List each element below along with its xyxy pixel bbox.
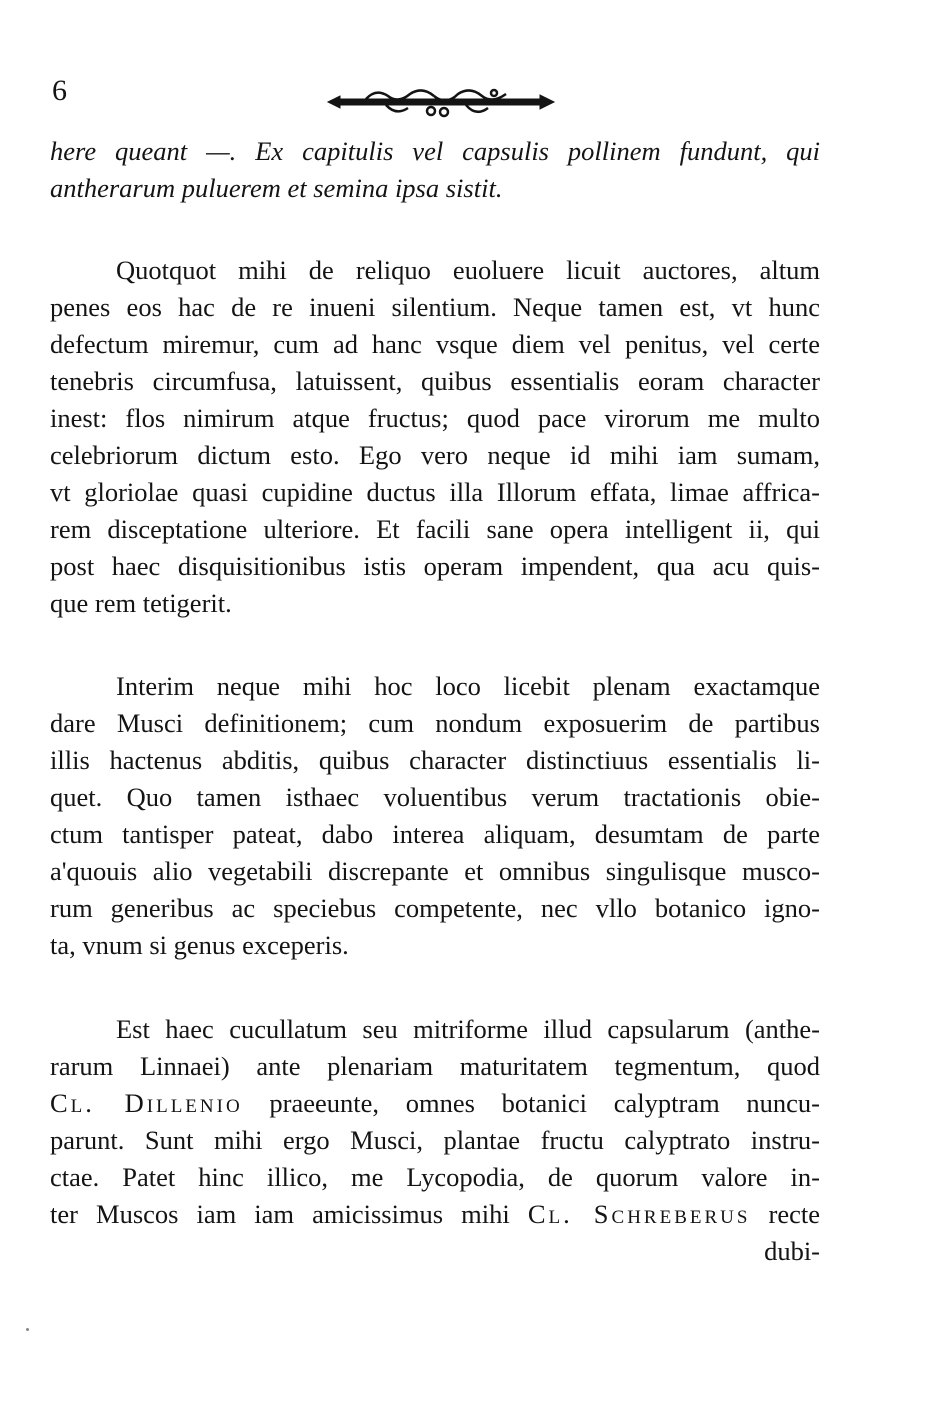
text-line: rem disceptatione ulteriore. Et facili sane opera intelligent ii, qui	[50, 514, 820, 544]
text-line: ctum tantisper pateat, dabo interea aliquam, desumtam de parte	[50, 819, 820, 849]
text-line: vt gloriolae quasi cupidine ductus illa Illorum effata, limae affrica-	[50, 477, 820, 507]
text-line: penes eos hac de re inueni silentium. Neque tamen est, vt hunc	[50, 292, 820, 322]
author-name-dillenius: Cl. Dillenio	[50, 1088, 243, 1118]
text-line: tenebris circumfusa, latuissent, quibus essentialis eoram character	[50, 366, 820, 396]
text-line: antherarum puluerem et semina ipsa sistit.	[50, 173, 503, 203]
text-span: praeeunte, omnes botanici calyptram nuncu-	[242, 1088, 820, 1118]
text-line: ta, vnum si genus exceperis.	[50, 930, 349, 960]
text-line: post haec disquisitionibus istis operam impendent, qua acu quis-	[50, 551, 820, 581]
text-line: quet. Quo tamen isthaec voluentibus verum tractationis obie-	[50, 782, 820, 812]
text-line	[50, 1196, 820, 1233]
text-line: here queant —. Ex capitulis vel capsulis pollinem fundunt, qui	[50, 136, 820, 166]
page-number: 6	[52, 74, 67, 107]
author-name-schreberus: Cl. Schreberus	[527, 1199, 751, 1229]
text-line: dare Musci definitionem; cum nondum exposuerim de partibus	[50, 708, 820, 738]
carryover-paragraph	[50, 133, 820, 207]
text-span: ter Muscos iam iam amicissimus mihi	[50, 1199, 528, 1229]
text-line: Quotquot mihi de reliquo euoluere licuit auctores, altum	[116, 255, 820, 285]
text-line: rum generibus ac speciebus competente, nec vllo botanico igno-	[50, 893, 820, 923]
text-line: parunt. Sunt mihi ergo Musci, plantae fructu calyptrato instru-	[50, 1125, 820, 1155]
text-line: defectum miremur, cum ad hanc vsque diem vel penitus, vel certe	[50, 329, 820, 359]
paragraph-3	[50, 1011, 820, 1270]
paragraph-1	[50, 252, 820, 622]
text-line: que rem tetigerit.	[50, 588, 232, 618]
catchword: dubi-	[764, 1236, 820, 1266]
text-line: rarum Linnaei) ante plenariam maturitatem tegmentum, quod	[50, 1051, 820, 1081]
paragraph-2	[50, 668, 820, 964]
text-line: inest: flos nimirum atque fructus; quod pace virorum me multo	[50, 403, 820, 433]
text-line: a'quouis alio vegetabili discrepante et omnibus singulisque musco-	[50, 856, 820, 886]
text-line	[50, 1085, 820, 1122]
text-line: celebriorum dictum esto. Ego vero neque id mihi iam sumam,	[50, 440, 820, 470]
text-line: ctae. Patet hinc illico, me Lycopodia, de quorum valore in-	[50, 1162, 820, 1192]
text-span: recte	[750, 1199, 820, 1229]
text-line: Est haec cucullatum seu mitriforme illud capsularum (anthe-	[116, 1014, 820, 1044]
ink-speck	[26, 1328, 29, 1331]
text-line: illis hactenus abditis, quibus character distinctiuus essentialis li-	[50, 745, 820, 775]
fleuron-ornament-icon	[326, 84, 556, 120]
text-line: Interim neque mihi hoc loco licebit plenam exactamque	[116, 671, 820, 701]
